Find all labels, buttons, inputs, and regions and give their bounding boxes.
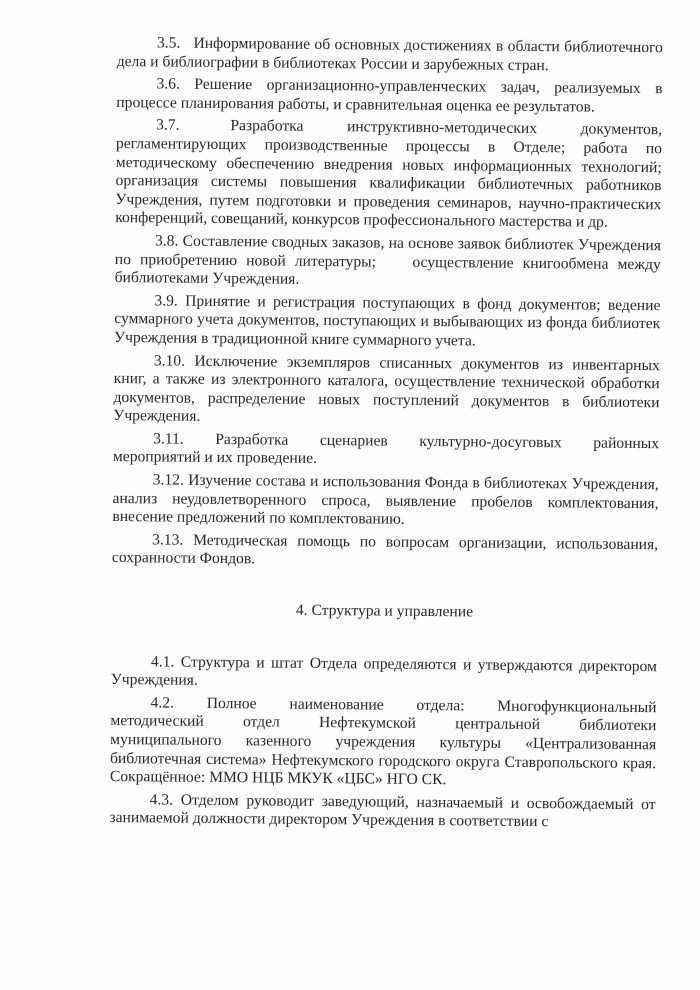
clause-3-13: 3.13. Методическая помощь по вопросам организации, использования, сохранности Фондов.: [111, 531, 659, 568]
clause-3-7: 3.7. Разработка инструктивно-методических документов, регламентирующих производственные процессы в Отделе; работа по методическому обеспечению внедрения новых информационных технологий; организация системы повышения квалификации библиотечных работников Учреждения, путем подготовки и проведения семинаров, научно-практических конференций, совещаний, конкурсов профессионального мастерства и др.: [115, 116, 663, 232]
clause-3-10: 3.10. Исключение экземпляров списанных документов из инвентарных книг, а также из электронного каталога, осуществление технической обработки документов, распределение новых поступлений документов в библиотеки Учреждения.: [113, 351, 660, 426]
clause-3-5: 3.5. Информирование об основных достижениях в области библиотечного дела и библиографии в библиотеках России и зарубежных стран.: [116, 34, 663, 74]
clause-4-3: 4.3. Отделом руководит заведующий, назначаемый и освобождаемый от занимаемой должности директором Учреждения в соответствии с: [109, 791, 656, 831]
section-title: 4. Структура и управление: [295, 601, 474, 621]
clause-3-9: 3.9. Принятие и регистрация поступающих в фонд документов; ведение суммарного учета документов, поступающих и выбывающих из фонда библиотек Учреждения в традиционной книге суммарного учета.: [114, 292, 661, 350]
clause-3-6: 3.6. Решение организационно-управленческих задач, реализуемых в процессе планирования работы, и сравнительная оценка ее результатов.: [116, 75, 663, 116]
document-body: [109, 34, 663, 837]
clause-4-1: 4.1. Структура и штат Отдела определяются и утверждаются директором Учреждения.: [110, 652, 658, 690]
clause-3-8: 3.8. Составление сводных заказов, на основе заявок библиотек Учреждения по приобретению новой литературы; осуществление книгообмена между библиотеками Учреждения.: [114, 232, 662, 288]
clause-3-12: 3.12. Изучение состава и использования Фонда в библиотеках Учреждения, анализ неудовлетворенного спроса, выявление пробелов комплектования, внесение предложений по комплектованию.: [112, 471, 659, 529]
clause-4-2: 4.2. Полное наименование отдела: Многофункциональный методический отдел Нефтекумской центральной библиотеки муниципального казенного учреждения культуры «Централизованная библиотечная система» Нефтекумского городского округа Ставропольского края. Сокращённое: ММО НЦБ МКУК «ЦБС» НГО СК.: [109, 694, 657, 789]
clause-3-11: 3.11. Разработка сценариев культурно-досуговых районных мероприятий и их проведение.: [112, 430, 660, 468]
